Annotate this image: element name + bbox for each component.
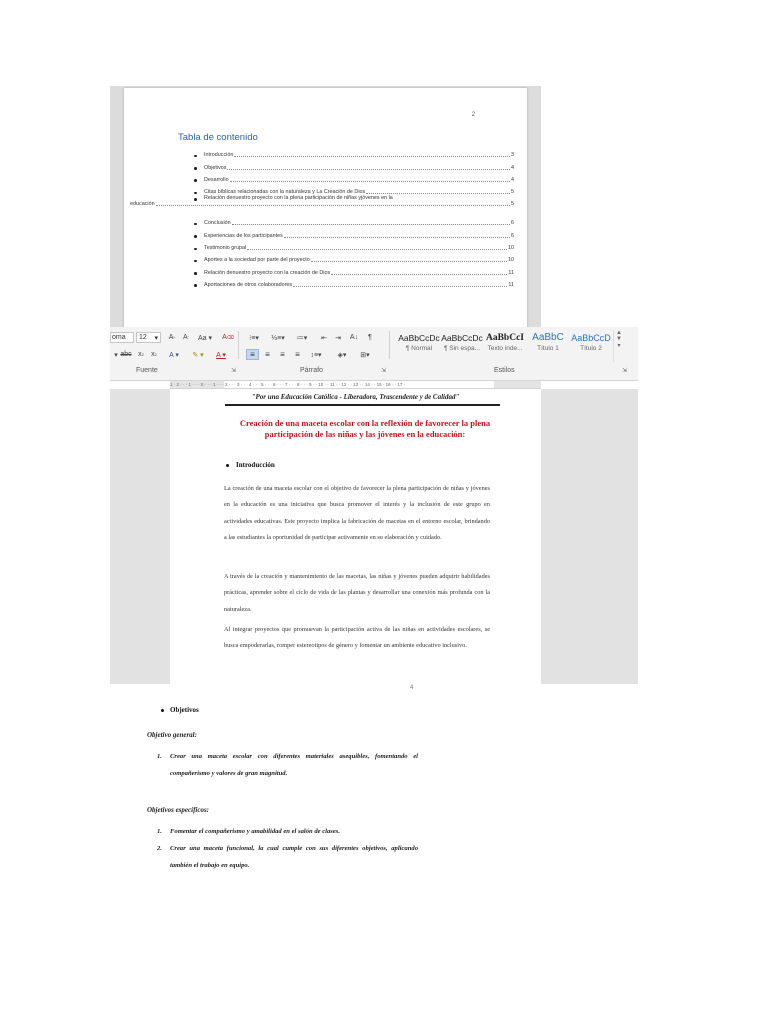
clear-formatting-icon[interactable]: A ⌫ (222, 334, 234, 341)
justify-button[interactable]: ≡ (295, 350, 300, 359)
style-preview: AaBbCcDc (398, 333, 440, 343)
toc-entry-page: 11 (508, 269, 514, 276)
toc-entry-title: Relación denuestro proyecto con la plena participación de niñas yjóvenes en la (204, 195, 393, 202)
subscript-icon[interactable]: x 2 (138, 351, 144, 358)
style-name: Título 2 (580, 345, 602, 352)
objectives-bullet: Objetivos (170, 706, 199, 714)
ruler-right-margin (494, 381, 541, 388)
bullet-icon (194, 272, 197, 275)
toc-entry-page: 5 (511, 201, 514, 208)
font-size-value: 12 (139, 334, 147, 341)
dot-leader (230, 180, 510, 182)
dot-leader (284, 236, 510, 238)
page-header: "Por una Educación Católica - Liberadora, Trascendente y de Calidad" (251, 393, 460, 401)
style-preview: AaBbCcD (571, 333, 611, 343)
style-preview: AaBbCcI (485, 333, 524, 343)
toc-entry-title: Desarrollo (204, 176, 229, 183)
multilevel-list-icon[interactable]: ≔▾ (296, 334, 308, 342)
page-number: 4 (410, 685, 414, 691)
dot-leader (293, 285, 507, 287)
toc-title: Tabla de contenido (178, 132, 258, 143)
align-right-button[interactable]: ≡ (280, 350, 285, 359)
toc-entry-page: 5 (511, 189, 514, 196)
dot-leader (247, 248, 507, 250)
toc-entry-title: Conclusión (204, 220, 231, 227)
paragraph: Al integrar proyectos que promuevan la participación activa de las niñas en actividades escolares, se busca empoderarlas, romper estereotipos de género y fomentar un ambiente educativo inclusivo. (224, 626, 490, 650)
item-text: Crear una maceta funcional, la cual cumple con sus diferentes objetivos, aplicando también el trabajo en equipo. (170, 845, 418, 869)
font-size-box[interactable] (136, 332, 161, 343)
paragraph: A través de la creación y mantenimiento de las macetas, las niñas y jóvenes pueden adquirir habilidades prácticas, aprender sobre el ciclo de vida de las plantas y desarrollar una conexión más profunda con la naturaleza. (224, 573, 490, 613)
style-name: Texto inde... (487, 345, 523, 352)
toc-entry-page: 3 (511, 152, 514, 159)
chevron-down-icon[interactable]: ▾ (154, 334, 158, 342)
item-text: Fomentar el compañerismo y amabilidad en el salón de clases. (170, 828, 340, 835)
highlight-icon[interactable]: ✎ ▾ (192, 351, 204, 359)
specific-objective-item (157, 840, 418, 874)
toc-entry-page: 10 (508, 245, 514, 252)
toc-entry-title: Aportaciones de otros colaboradores (204, 281, 293, 288)
paragraph: La creación de una maceta escolar con el objetivo de favorecer la plena participación de niñas y jóvenes en la educación es una iniciativa que busca promover el interés y la inclusión de este grupo en actividades educativas. Este proyecto implica la fabricación de macetas en el entorno escolar, brindando a las estudiantes la oportunidad de participar activamente en su elaboración y cuidado. (224, 485, 490, 541)
style-preview: AaBbCcDc (441, 333, 483, 343)
bullet-icon (194, 192, 197, 195)
bullet-icon (194, 155, 197, 158)
style-name: ¶ Sin espa... (443, 345, 480, 352)
shrink-font-icon[interactable]: A ˇ (182, 334, 189, 341)
document-title: Creación de una maceta escolar con la reflexión de favorecer la plena participación de las niñas y las jóvenes en la educación: (239, 418, 491, 439)
bullet-icon (194, 167, 197, 170)
decrease-indent-icon[interactable]: ⇤ (321, 334, 327, 342)
increase-indent-icon[interactable]: ⇥ (335, 334, 341, 342)
specific-objective-item (157, 823, 418, 840)
bullet-icon (194, 248, 197, 251)
superscript-icon[interactable]: x 2 (151, 351, 157, 358)
grow-font-icon[interactable]: A ^ (168, 334, 176, 341)
style-heading-1[interactable] (527, 331, 569, 359)
styles-gallery-scroll[interactable] (613, 330, 624, 362)
horizontal-ruler[interactable] (170, 381, 541, 389)
style-name: ¶ Normal (405, 345, 433, 352)
item-number: 1. (157, 828, 162, 835)
more-icon[interactable]: ▾ (617, 343, 621, 349)
borders-icon[interactable]: ⊞▾ (360, 351, 370, 359)
toc-entry-title: Objetivos (204, 164, 227, 171)
dot-leader (232, 223, 510, 225)
shading-icon[interactable]: ◈▾ (337, 351, 347, 359)
general-objective-heading: Objetivo general: (147, 731, 197, 739)
style-heading-2[interactable] (570, 331, 612, 359)
align-center-button[interactable]: ≡ (265, 350, 270, 359)
toc-entry[interactable] (184, 158, 514, 170)
strikethrough-icon[interactable]: abc (120, 351, 132, 358)
bullet-icon (194, 198, 197, 201)
toc-entry-continuation (130, 201, 514, 207)
sort-icon[interactable]: A↓ (349, 334, 359, 341)
toc-entry-page: 11 (508, 281, 514, 288)
toc-entry-title-line2: educación (130, 201, 155, 208)
toc-entry[interactable] (184, 263, 514, 275)
divider (389, 331, 390, 359)
divider (238, 331, 239, 359)
toc-entry[interactable] (184, 239, 514, 251)
general-objective-item (157, 748, 418, 782)
chevron-down-icon[interactable]: ▾ (114, 351, 118, 359)
toc-entry-page: 4 (511, 164, 514, 171)
pilcrow-icon[interactable]: ¶ (368, 334, 372, 341)
item-text: Crear una maceta escolar con diferentes materiales asequibles, fomentando el compañerismo y valores de gran magnitud. (170, 753, 418, 777)
section-heading: Introducción (236, 461, 275, 469)
item-number: 2. (157, 845, 162, 852)
text-effects-icon[interactable]: A ▾ (169, 351, 179, 359)
style-name: Título 1 (537, 345, 559, 352)
font-color-icon[interactable]: A ▾ (216, 351, 226, 359)
bullet-icon (194, 235, 197, 238)
toc-entry[interactable] (184, 226, 514, 238)
toc-entry-page: 6 (511, 232, 514, 239)
toc-entry-page: 10 (508, 257, 514, 264)
toc-page-number: 2 (471, 112, 475, 118)
toc-entry-title: Testimonio grupal (204, 245, 247, 252)
dot-leader (311, 260, 507, 262)
chevron-up-icon[interactable]: ▲ (616, 330, 622, 336)
align-left-button[interactable]: ≡ (246, 349, 259, 360)
chevron-down-icon[interactable]: ▼ (616, 336, 622, 342)
toc-entry-title: Aportes a la sociedad por parte del proyecto (204, 257, 310, 264)
toc-entry-title: Experiencias de los participantes (204, 232, 283, 239)
toc-list (130, 146, 514, 288)
dot-leader (366, 192, 510, 194)
document-screenshot (110, 389, 638, 691)
group-label-styles: Estilos (494, 367, 515, 374)
toc-page (124, 88, 527, 336)
style-normal[interactable] (398, 331, 440, 359)
dot-leader (156, 204, 510, 206)
bullet-icon (194, 284, 197, 287)
word-ribbon (110, 327, 638, 381)
style-no-spacing[interactable] (441, 331, 483, 359)
bullets-icon[interactable]: ⁝≡▾ (249, 334, 259, 342)
style-indented-text[interactable] (484, 331, 526, 359)
bullet-icon (194, 260, 197, 263)
line-spacing-icon[interactable]: ↕≡▾ (310, 351, 322, 359)
dot-leader (331, 273, 507, 275)
style-preview: AaBbC (532, 332, 564, 343)
document-page[interactable] (170, 389, 541, 684)
dialog-launcher-icon[interactable]: ⇲ (622, 368, 628, 374)
bullet-icon (194, 179, 197, 182)
dot-leader (227, 168, 510, 170)
dot-leader (234, 155, 510, 157)
toc-entry[interactable] (184, 214, 514, 226)
toc-entry-title: Relación denuestro proyecto con la creación de Dios (204, 269, 331, 276)
toc-entry[interactable] (184, 146, 514, 158)
dialog-launcher-icon[interactable]: ⇲ (231, 368, 237, 374)
toc-entry-title: Introducción (204, 152, 234, 159)
toc-entry[interactable] (184, 183, 514, 195)
header-rule (225, 404, 500, 406)
ruler-ticks: 1 · 2 · · · 1 · · · X · · · 1 · · · 2 · · · 3 · · · 4 · · · 5 · · · 6 · · · 7 · · · 8 · · · 9 · · 10 · · 11 · · 12 · · 13 · · 14 · · 15 · 16 · · 17 · (170, 382, 406, 387)
font-name-box[interactable]: oma (110, 332, 134, 343)
toc-entry[interactable] (130, 195, 514, 214)
toc-entry[interactable] (184, 171, 514, 183)
group-label-paragraph: Párrafo (300, 367, 323, 374)
dialog-launcher-icon[interactable]: ⇲ (381, 368, 387, 374)
item-number: 1. (157, 753, 162, 760)
bullet-icon (194, 223, 197, 226)
numbering-icon[interactable]: ⅓≡▾ (271, 334, 285, 342)
toc-entry[interactable] (184, 251, 514, 263)
toc-screenshot (110, 86, 541, 336)
change-case-icon[interactable]: Aa ▾ (197, 334, 213, 342)
toc-entry[interactable] (184, 276, 514, 288)
toc-entry-title: Citas bíblicas relacionadas con la naturaleza y La Creación de Dios (204, 189, 366, 196)
group-label-font: Fuente (136, 367, 158, 374)
specific-objectives-heading: Objetivos específicos: (147, 806, 210, 814)
toc-entry-page: 4 (511, 176, 514, 183)
toc-entry-page: 6 (511, 220, 514, 227)
